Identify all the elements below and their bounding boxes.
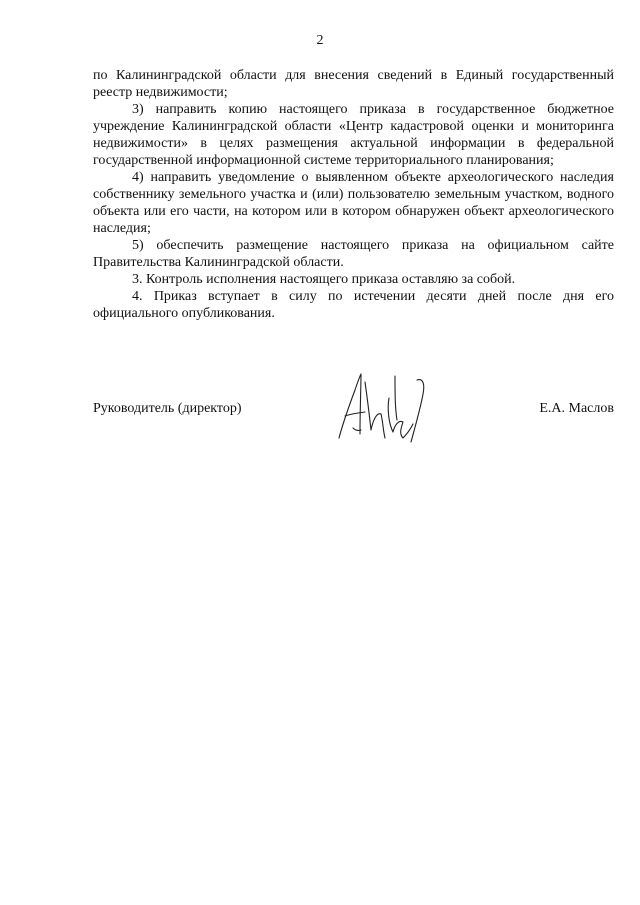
- handwritten-signature: [333, 368, 433, 446]
- signature-block: [93, 368, 614, 448]
- paragraph-control: 3. Контроль исполнения настоящего приказа оставляю за собой.: [132, 272, 516, 287]
- paragraph-registry: по Калининградской области для внесения сведений в Единый государственный реестр недвижимости;: [93, 68, 614, 100]
- paragraph-item-5: 5) обеспечить размещение настоящего приказа на официальном сайте Правительства Калининградской области.: [93, 238, 614, 270]
- signer-title: Руководитель (директор): [93, 401, 242, 416]
- paragraph-effective: 4. Приказ вступает в силу по истечении десяти дней после дня его официального опубликования.: [93, 289, 614, 321]
- page-number: 2: [316, 33, 324, 48]
- signer-name: Е.А. Маслов: [539, 401, 614, 416]
- paragraph-item-4: 4) направить уведомление о выявленном объекте археологического наследия собственнику земельного участка и (или) пользователю земельным участком, водного объекта или его части, на котором или в котором обнаружен объект археологического наследия;: [93, 170, 614, 236]
- paragraph-item-3: 3) направить копию настоящего приказа в государственное бюджетное учреждение Калининградской области «Центр кадастровой оценки и мониторинга недвижимости» в целях размещения актуальной информации в федеральной государственной информационной системе территориального планирования;: [93, 102, 614, 168]
- document-body: [93, 67, 614, 322]
